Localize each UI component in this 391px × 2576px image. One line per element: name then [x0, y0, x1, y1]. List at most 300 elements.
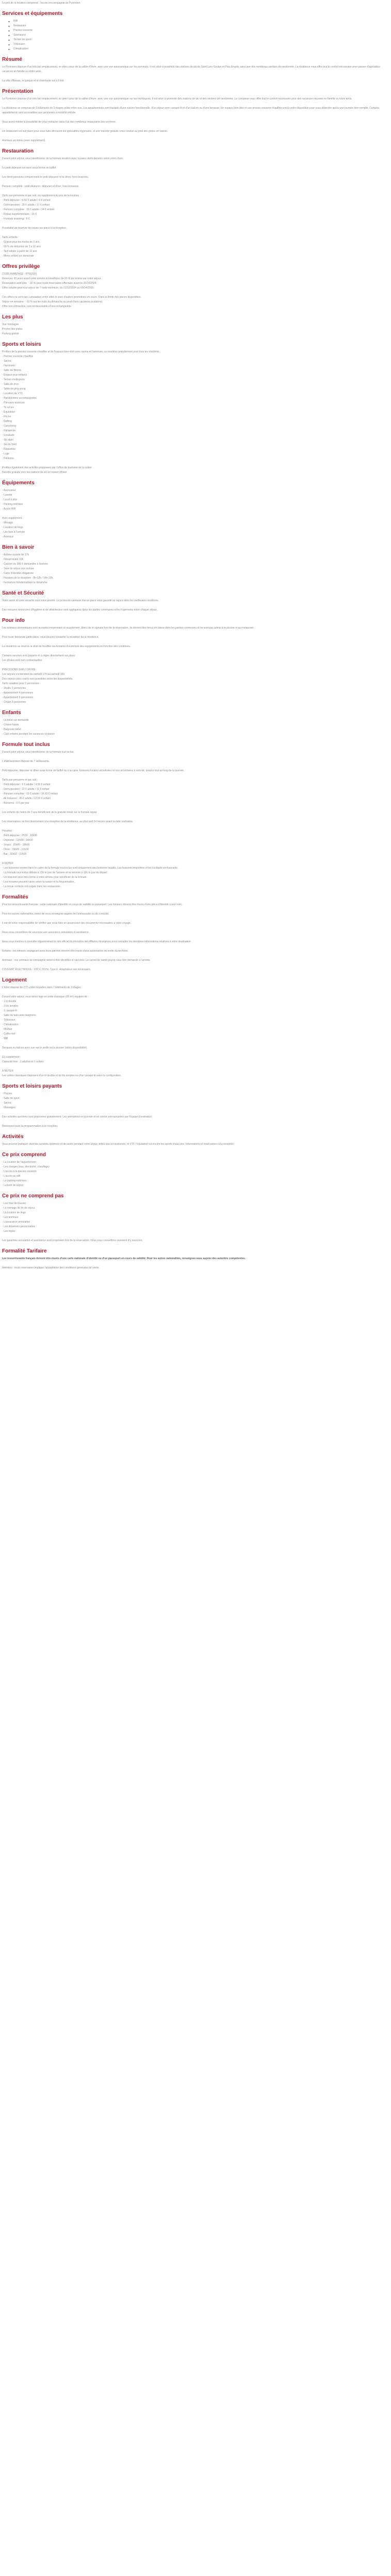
- price-text: Repas supplémentaire : 15 €: [4, 213, 37, 216]
- price-text: Petit-déjeuner : 7h30 - 10h00: [4, 834, 37, 837]
- item-text: Départ avant 10h: [4, 558, 24, 561]
- list-item: - Climatisation: [2, 1023, 19, 1026]
- item-text: Espace jeux enfants: [4, 374, 27, 377]
- list-item: - Carte d'identité obligatoire: [2, 572, 34, 575]
- list-item: - Les repas: [2, 1230, 15, 1233]
- paragraph: Horaires :: [2, 829, 13, 833]
- equipment-list: [2, 488, 384, 512]
- list-item: - Un bracelet vous sera remis à votre arrivée pour bénéficier de la formule.: [2, 876, 87, 879]
- item-text: Piscine couverte chauffée: [4, 355, 34, 358]
- list-item: - Le ménage de fin de séjour: [2, 1207, 35, 1210]
- item-text: Sauna: [4, 1101, 11, 1105]
- list-item: - Les frais de dossier: [2, 1202, 26, 1205]
- price-line: - Menu enfant sur demande: [2, 255, 34, 258]
- list-item: - Massages: [2, 1106, 15, 1109]
- promo-code: CODE AVANTAGE : PYR2025: [2, 273, 37, 276]
- list-item: - Coffre-fort: [2, 1032, 15, 1036]
- paragraph-bold: Les ressortissants français doivent être munis d'une carte nationale d'identité ou d'un passeport en cours de validité. Pour les autres nationalités, renseignez-vous auprès des autorités compétentes.: [2, 1257, 246, 1260]
- list-item: - Les horaires peuvent varier selon la saison et la fréquentation.: [2, 880, 75, 884]
- kids-list: [2, 718, 384, 737]
- item-text: 1 lit double: [4, 1000, 17, 1003]
- price-text: 50 % de réduction de 3 à 11 ans: [4, 245, 41, 248]
- item-text: Raquettes: [4, 448, 15, 451]
- resume-title: Résumé: [2, 57, 22, 62]
- item-text: Équitation: [4, 411, 15, 414]
- price-list: [2, 783, 384, 806]
- list-item: - Le parking extérieur: [2, 1179, 27, 1182]
- item-text: Les animaux: [4, 1216, 19, 1219]
- price-line: - Pension complète : 33 € adulte / 16,50 € enfant: [2, 792, 58, 795]
- list-item: - Horaires de la réception : 8h-12h / 14h-19h: [2, 577, 53, 580]
- unit-list: [2, 686, 384, 705]
- list-item: - Animaux: [2, 535, 14, 538]
- price-line: - Pension complète : 39 € adulte / 24 € enfant: [2, 208, 54, 211]
- item-text: Club enfants pendant les vacances scolaires: [4, 733, 55, 736]
- list-item: - Location de linge: [2, 526, 23, 529]
- price-line: - Petit-déjeuner : 9 € adulte / 4,50 € enfant: [2, 783, 51, 786]
- list-item: - Sauna: [2, 1101, 11, 1105]
- item-text: Piscine: [4, 1092, 12, 1095]
- paragraph: Des mesures renforcées d'hygiène et de désinfection sont appliquées dans les parties communes et les logements entre chaque séjour.: [2, 608, 157, 612]
- paragraph: Le petit-déjeuner est servi sous forme de buffet.: [2, 166, 57, 170]
- item-text: Taxe de séjour non incluse: [3, 567, 35, 570]
- item-text: Salle de bain avec baignoire: [4, 1014, 36, 1017]
- paragraph: COUVERT ÉLECTRIQUE : 220 V, 50 Hz. Type E. Adaptateur non nécessaire.: [2, 968, 91, 971]
- list-item: - La tenue correcte est exigée dans les restaurants.: [2, 885, 61, 888]
- item-text: Arrivée à partir de 17h: [3, 553, 29, 556]
- item-text: Parking extérieur: [4, 503, 23, 506]
- list-item: - Ascenseur: [2, 489, 16, 492]
- activites-title: Activités: [2, 1134, 24, 1140]
- list-item: - Laverie: [2, 494, 12, 497]
- item-text: Les dépenses personnelles: [4, 1225, 35, 1228]
- paragraph: Réservation anticipée : -15 % pour toute réservation effectuée avant le 15/10/2024.: [2, 282, 97, 285]
- item-text: 1 canapé-lit: [4, 1009, 17, 1012]
- tarif-title: Formalité Tarifaire: [2, 1248, 47, 1254]
- feature-list: [2, 323, 384, 336]
- item-text: Salle de fitness: [4, 369, 21, 372]
- list-item: - Club enfants pendant les vacances scolaires: [2, 733, 55, 736]
- price-line: - Petit-déjeuner : 7h30 - 10h00: [2, 834, 37, 837]
- item-text: Minibar: [4, 1028, 12, 1031]
- list-item: - Chalet 8 personnes: [2, 701, 26, 704]
- item-text: Parcours aventure: [4, 401, 25, 404]
- services-list: [2, 19, 384, 52]
- list-item: - Appartement 6 personnes: [2, 696, 34, 699]
- list-item: Climatisation: [13, 47, 384, 52]
- list-item: Wifi: [13, 19, 384, 24]
- price-line: - All inclusive : 45 € adulte / 22,50 € enfant: [2, 797, 51, 800]
- list-item: - Chaise haute: [2, 723, 19, 726]
- item-text: Massages: [4, 1106, 15, 1109]
- list-item: - Parapente: [2, 429, 16, 432]
- item-text: Le parking extérieur: [4, 1179, 27, 1182]
- list-item: Spa/sauna: [13, 33, 384, 38]
- paragraph: Certains services sont payants et à régler directement sur place.: [2, 654, 76, 657]
- list-item: - Parking extérieur: [2, 503, 23, 506]
- paragraph: Nous vous conseillons de souscrire une assurance annulation et assistance.: [2, 931, 89, 934]
- list-item: - L'accès à la piscine couverte: [2, 1170, 37, 1173]
- list-item: - Sauna: [2, 360, 11, 363]
- item-text: Ménage: [4, 521, 13, 524]
- logement-title: Logement: [2, 977, 27, 983]
- list-item: - La location de linge: [2, 1211, 26, 1214]
- paragraph: La résidence se compose de 3 bâtiments de 3 étages reliés entre eux. Les appartements sont équipés d'une cuisine fonctionnelle, d'un séjour avec canapé-lit et d'un balcon ou d'une terrasse. Un espace bien-être et une piscine couverte chauffée sont à votre disposition pour vous détendre après une journée bien remplie. Certains appartements sont accessibles aux personnes à mobilité réduite.: [2, 107, 379, 114]
- item-text: Hammam: [4, 364, 15, 367]
- price-line: - Dîner : 19h00 - 21h30: [2, 848, 29, 851]
- paragraph: Animaux : vos animaux de compagnie doivent être identifiés et vaccinés. Le carnet de santé pourra vous être demandé à l'arrivée.: [2, 959, 151, 962]
- item-text: Appartement 6 personnes: [3, 696, 34, 699]
- price-text: Menu enfant sur demande: [4, 255, 34, 258]
- item-text: Les horaires peuvent varier selon la saison et la fréquentation.: [4, 880, 75, 884]
- item-text: Tir à l'arc: [3, 406, 14, 409]
- list-item: - La taxe de séjour: [2, 1184, 24, 1187]
- paragraph: Il est de votre responsabilité de vérifier que vous êtes en possession des documents nécessaires à votre voyage.: [2, 922, 132, 925]
- list-item: - La formule tout inclus débute à 12h le jour de l'arrivée et se termine à 12h le jour du départ.: [2, 871, 108, 874]
- list-item: Terrain de sport: [13, 38, 384, 42]
- paragraph: Tarifs par personne et par nuit, en supplément du prix de la location :: [2, 194, 81, 197]
- list-item: - Minibar: [2, 1028, 12, 1031]
- item-text: Canyoning: [4, 425, 16, 428]
- paragraph: L'hôtel dispose de 272 unités réparties dans 7 bâtiments de 3 étages.: [2, 986, 82, 989]
- paragraph: Navette gratuite vers les stations de ski en saison d'hiver.: [2, 471, 68, 474]
- item-text: Caution de 300 € demandée à l'arrivée: [4, 563, 48, 566]
- list-item: Piscine couverte: [13, 28, 384, 33]
- list-item: - Tir à l'arc: [2, 406, 14, 409]
- paragraph: Durant votre séjour, vous serez logé en unité classique (26 m²) équipée de :: [2, 995, 89, 998]
- paragraph: La ville d'Arreau, si typique et si charmante est à 6 km.: [2, 79, 65, 82]
- presentation-title: Présentation: [2, 89, 34, 94]
- price-text: Demi-pension : 22 € adulte / 11 € enfant: [4, 788, 50, 791]
- list-item: - Lit bébé sur demande: [2, 719, 29, 722]
- list-item: - Raquettes: [2, 448, 15, 451]
- paragraph: Avec supplément :: [2, 517, 24, 520]
- item-text: Sauna: [4, 360, 11, 363]
- included-list: [2, 1160, 384, 1188]
- paragraph: Pour toute demande particulière, vous pouvez contacter la réception de la résidence.: [2, 636, 99, 639]
- price-line: - Formule snacking : 8 €: [2, 217, 30, 221]
- list-item: Télévision: [13, 42, 384, 47]
- list-item: - Local à skis: [2, 498, 18, 501]
- paragraph: Le Pyrénéen dispose d'un très bel emplacement, en plein cœur de la vallée d'Aure, avec une vue panoramique sur les montagnes. Il est situé à proximité des stations de ski et des sentiers de randonnée. Le complexe vous offre tout le confort nécessaire pour des vacances réussies en famille ou entre amis.: [2, 97, 352, 100]
- item-text: Un bracelet vous sera remis à votre arrivée pour bénéficier de la formule.: [4, 876, 87, 879]
- formule-title: Formule tout inclus: [2, 742, 50, 748]
- paragraph: Retrouvez toute la programmation à la réception.: [2, 1125, 58, 1128]
- item-text: Lits faits à l'arrivée: [4, 531, 25, 534]
- list-item: - 1 lit double: [2, 1000, 17, 1003]
- list-item: Restaurant: [13, 24, 384, 28]
- sante-title: Santé et Sécurité: [2, 590, 44, 596]
- list-item: - La location de l'appartement: [2, 1161, 36, 1164]
- paragraph: Offre valable pour tout séjour de 7 nuits minimum, du 21/12/2024 au 05/04/2025.: [2, 286, 94, 290]
- price-text: Pension complète : 39 € adulte / 24 € enfant: [4, 208, 54, 211]
- item-text: Accès Wifi: [3, 507, 16, 511]
- paragraph: Pour les autres nationalités, merci de vous renseigner auprès de l'ambassade ou du consulat.: [2, 912, 109, 916]
- list-item: - Rafting: [2, 420, 12, 423]
- infos-title: Pour info: [2, 618, 25, 623]
- price-text: Bar : 10h00 - 23h00: [4, 853, 27, 856]
- paragraph: Enfants : les mineurs voyageant sans leurs parents doivent être munis d'une autorisation de sortie du territoire.: [2, 950, 128, 953]
- paragraph: L'établissement dispose de 7 restaurants.: [2, 760, 50, 763]
- list-item: - L'accès au wifi: [2, 1175, 21, 1178]
- list-item: - Escalade: [2, 434, 14, 437]
- item-text: Chaise haute: [4, 723, 19, 726]
- section-label: A NOTER: [2, 1070, 13, 1073]
- paragraph: Profitez de la piscine couverte chauffée et de l'espace bien-être avec sauna et hammam, accessibles gratuitement pour tous les résidents.: [2, 350, 160, 353]
- item-text: L'accès au wifi: [4, 1175, 21, 1178]
- price-text: All inclusive : 45 € adulte / 22,50 € enfant: [3, 797, 51, 800]
- list-item: - Luge: [2, 452, 10, 455]
- item-text: La location de l'appartement: [4, 1161, 36, 1164]
- list-item: - Ski de fond: [2, 443, 17, 446]
- price-text: Dîner : 19h00 - 21h30: [4, 848, 29, 851]
- list-item: - 2 lits simples: [2, 1005, 19, 1008]
- item-text: Le ménage de fin de séjour: [4, 1207, 35, 1210]
- paragraph: Les demi-pensions comprennent le petit-déjeuner et le dîner, hors boissons.: [2, 176, 89, 179]
- paragraph: La résidence se réserve le droit de modifier les horaires d'ouverture des équipements en fonction des conditions.: [2, 645, 131, 648]
- restauration-title: Restauration: [2, 148, 34, 154]
- paragraph: En supplément :: [2, 1056, 21, 1059]
- item-text: Lit bébé sur demande: [4, 719, 29, 722]
- price-list: [2, 240, 384, 259]
- list-item: - Location de VTT: [2, 392, 23, 395]
- info-list: [2, 553, 384, 585]
- paragraph: Les séjours s'entendent du samedi 17h au samedi 10h.: [2, 673, 66, 676]
- paragraph: Ces offres ne sont pas cumulables entre elles ni avec d'autres promotions en cours. Dans la limite des places disponibles.: [2, 296, 141, 299]
- list-item: Proche des pistes: [2, 328, 23, 331]
- list-item: - Télévision: [2, 1019, 15, 1022]
- list-item: - Les animaux: [2, 1216, 19, 1219]
- list-item: Vue montagne: [2, 323, 19, 326]
- paragraph: Petit-déjeuner, déjeuner et dîner sous forme de buffet ou à la carte, boissons locales alcoolisées et non alcoolisées à volonté, snacks tout au long de la journée.: [2, 769, 185, 772]
- item-text: Rafting: [4, 420, 12, 423]
- price-line: - Repas supplémentaire : 15 €: [2, 213, 37, 216]
- item-text: Ascenseur: [3, 489, 16, 492]
- paragraph: Un restaurant est sur place pour vous faire découvrir les spécialités régionales, et une navette gratuite vous conduit au pied des pistes en saison.: [2, 130, 168, 133]
- intro-text: Le prix de la location comprend : l'accès en compagnie au Pyrénéen.: [2, 2, 81, 5]
- item-text: Luge: [4, 452, 10, 455]
- list-item: - Patinoire: [2, 457, 14, 460]
- section-label: PRÉCISIONS SUR L'OFFRE: [2, 668, 36, 671]
- noncomprend-title: Ce prix ne comprend pas: [2, 1193, 64, 1199]
- comprend-title: Ce prix comprend: [2, 1152, 46, 1158]
- sports-paid-title: Sports et loisirs payants: [2, 1083, 62, 1089]
- list-item: - Espace jeux enfants: [2, 374, 27, 377]
- list-item: - Piscine: [2, 1092, 12, 1095]
- paragraph: Profitez également des activités proposées par l'office de tourisme de la vallée.: [2, 466, 92, 469]
- item-text: Wifi: [4, 1037, 8, 1040]
- item-text: Location de linge: [4, 526, 23, 529]
- item-text: L'assurance annulation: [4, 1221, 30, 1224]
- item-text: La formule tout inclus débute à 12h le jour de l'arrivée et se termine à 12h le jour du départ.: [4, 871, 108, 874]
- list-item: - Parcours aventure: [2, 401, 25, 404]
- list-item: - Randonnées accompagnées: [2, 397, 37, 400]
- paragraph: Les garanties annulation et assistance sont proposées lors de la réservation. Nous vous conseillons vivement d'y souscrire.: [2, 1239, 143, 1242]
- price-line: - Gratuit pour les moins de 3 ans: [2, 241, 40, 244]
- item-text: La taxe de séjour: [4, 1184, 24, 1187]
- item-text: Table de ping-pong: [3, 387, 26, 391]
- paragraph: Vous pourrez pratiquer diverses activités sportives et de loisirs pendant votre séjour, telles que la randonnée, le VTT, l'équitation ou encore les sports d'eau vive. Informations et réservations à la réception.: [2, 1143, 235, 1146]
- paragraph: Les unités classiques disposent d'un lit double et de lits simples ou d'un canapé-lit selon la configuration.: [2, 1074, 122, 1077]
- activity-list: [2, 354, 384, 461]
- price-text: Snack : 15h00 - 18h00: [4, 843, 30, 846]
- paragraph: Animaux acceptés (avec supplément).: [2, 139, 46, 142]
- list-item: - Pêche: [2, 415, 11, 418]
- price-text: Pension complète : 33 € adulte / 16,50 € enfant: [4, 792, 58, 795]
- list-item: Parking gratuit: [2, 332, 19, 335]
- paragraph: Pension complète : petit-déjeuner, déjeuner et dîner, hors boissons.: [2, 185, 79, 188]
- paragraph: Attention : toute réservation implique l'acceptation des conditions générales de vente.: [2, 1266, 100, 1269]
- paragraph: Vous aurez même la possibilité de vous restaurer dans l'un des nombreux restaurants des environs.: [2, 121, 117, 124]
- item-text: Terrain multisports: [3, 378, 25, 381]
- item-text: Carte d'identité obligatoire: [4, 572, 34, 575]
- paragraph: Durant votre séjour, vous bénéficierez de la formule location avec ou sans demi-pension selon votre choix.: [2, 157, 124, 160]
- price-text: Petit-déjeuner : 9 € adulte / 4,50 € enfant: [4, 783, 51, 786]
- paragraph: Possibilité de réserver les repas sur place à la réception.: [2, 227, 67, 230]
- paragraph: Terrasse ou balcon avec vue sur le jardin ou la piscine (selon disponibilité).: [2, 1046, 88, 1049]
- list-item: - Les boissons servies dans le cadre de la formule tout inclus sont uniquement des boissons locales. Les boissons importées et les cocktails sont payants.: [2, 867, 178, 870]
- list-item: - Ski alpin: [2, 438, 13, 442]
- item-text: Randonnées accompagnées: [4, 397, 37, 400]
- item-text: Climatisation: [4, 1023, 19, 1026]
- item-text: La tenue correcte est exigée dans les restaurants.: [4, 885, 61, 888]
- item-text: Les boissons servies dans le cadre de la formule tout inclus sont uniquement des boissons locales. Les boissons importées et les cocktails sont payants.: [4, 867, 178, 870]
- hours-list: [2, 834, 384, 857]
- list-item: - Table de ping-pong: [2, 387, 26, 391]
- paragraph: Tarifs valables pour 2 personnes :: [2, 682, 41, 685]
- list-item: - Caution de 300 € demandée à l'arrivée: [2, 563, 48, 566]
- item-text: Horaires de la réception : 8h-12h / 14h-19h: [4, 577, 53, 580]
- paragraph: Tarifs par personne et par nuit :: [2, 778, 38, 782]
- item-text: Les charges (eau, électricité, chauffage): [4, 1165, 50, 1168]
- price-line: - Boissons : 6 € par jour: [2, 802, 29, 805]
- item-text: Ski alpin: [4, 438, 13, 442]
- item-text: Baignoire bébé: [4, 728, 21, 731]
- item-text: Patinoire: [4, 457, 14, 460]
- item-text: Appartement 4 personnes: [3, 691, 34, 694]
- item-text: Chalet 8 personnes: [4, 701, 26, 704]
- paragraph: Durant votre séjour, vous bénéficierez de la formule tout inclus.: [2, 751, 74, 754]
- item-text: Studio 2 personnes: [4, 687, 26, 690]
- list-item: - Les dépenses personnelles: [2, 1225, 35, 1228]
- price-text: Gratuit pour les moins de 3 ans: [4, 241, 40, 244]
- list-item: - Équitation: [2, 411, 15, 414]
- list-item: - Salle de fitness: [2, 369, 21, 372]
- list-item: - Wifi: [2, 1037, 8, 1040]
- price-line: - 50 % de réduction de 3 à 11 ans: [2, 245, 41, 248]
- list-item: - Départ avant 10h: [2, 558, 24, 561]
- list-item: - Les charges (eau, électricité, chauffage): [2, 1165, 50, 1168]
- list-item: - Ménage: [2, 521, 13, 524]
- list-item: - Arrivée à partir de 17h: [2, 553, 29, 556]
- paragraph: Nous vous invitons à consulter régulièrement le site officiel du ministère des Affaires étrangères pour connaître les dernières informations relatives à votre destination.: [2, 940, 191, 943]
- paragraph: Les enfants de moins de 3 ans bénéficient de la gratuité totale sur la formule repas.: [2, 811, 97, 814]
- list-item: - Piscine couverte chauffée: [2, 355, 34, 358]
- paragraph: Votre santé et votre sécurité sont notre priorité. Le protocole sanitaire mis en place vous garantit un séjour dans les meilleures conditions.: [2, 599, 159, 602]
- price-text: Formule snacking : 8 €: [4, 217, 30, 221]
- bienavoir-title: Bien à savoir: [2, 545, 35, 550]
- list-item: - L'assurance annulation: [2, 1221, 30, 1224]
- price-text: Petit-déjeuner : 9,50 € adulte / 6 € enfant: [4, 199, 51, 202]
- price-line: - Bar : 10h00 - 23h00: [2, 853, 27, 856]
- enfants-title: Enfants: [2, 710, 21, 716]
- price-text: Demi-pension : 28 € adulte / 17 € enfant: [4, 204, 50, 207]
- item-text: Laverie: [4, 494, 12, 497]
- paragraph: Des séjours plus courts sont possibles selon les disponibilités.: [2, 677, 73, 681]
- item-text: Salle de jeux: [4, 383, 19, 386]
- item-text: Coffre-fort: [4, 1032, 15, 1036]
- paragraph: Les photos sont non contractuelles.: [2, 659, 43, 662]
- item-text: Télévision: [3, 1019, 15, 1022]
- item-text: L'accès à la piscine couverte: [4, 1170, 37, 1173]
- price-text: Tarif adulte à partir de 12 ans: [3, 250, 37, 253]
- price-line: - Demi-pension : 28 € adulte / 17 € enfant: [2, 204, 50, 207]
- price-text: Boissons : 6 € par jour: [4, 802, 29, 805]
- item-text: Escalade: [4, 434, 14, 437]
- room-list: [2, 999, 384, 1041]
- formalites-title: Formalités: [2, 894, 28, 900]
- item-text: La location de linge: [4, 1211, 26, 1214]
- paid-list: [2, 1092, 384, 1110]
- price-line: - Demi-pension : 22 € adulte / 11 € enfant: [2, 788, 50, 791]
- paragraph: Tarifs enfants :: [2, 236, 19, 239]
- section-label: A NOTER: [2, 862, 13, 865]
- price-list: [2, 198, 384, 222]
- price-line: - Tarif adulte à partir de 12 ans: [2, 250, 37, 253]
- price-line: - Petit-déjeuner : 9,50 € adulte / 6 € enfant: [2, 199, 51, 202]
- price-line: - Déjeuner : 12h00 - 14h00: [2, 839, 33, 842]
- sports-title: Sports et loisirs: [2, 342, 41, 347]
- list-item: - Studio 2 personnes: [2, 687, 26, 690]
- list-item: - Hammam: [2, 364, 15, 367]
- paragraph: Des activités sportives sont proposées gratuitement. Les animations en journée et en soirée sont assurées par l'équipe d'animation.: [2, 1115, 153, 1118]
- item-text: Salle de sport: [4, 1097, 20, 1100]
- equipment-extra-list: [2, 521, 384, 539]
- list-item: - Lits faits à l'arrivée: [2, 531, 25, 534]
- list-item: - Baignoire bébé: [2, 728, 21, 731]
- item-text: Local à skis: [4, 498, 18, 501]
- excluded-list: [2, 1201, 384, 1234]
- paragraph: Pour les ressortissants français : carte nationale d'identité en cours de validité ou passeport. Les mineurs doivent être munis d'une pièce d'identité à leur nom.: [2, 903, 183, 906]
- item-text: Les repas: [4, 1230, 15, 1233]
- paragraph: Capacité max : 3 adultes et 1 enfant.: [2, 1060, 44, 1063]
- item-text: Location de VTT: [4, 392, 23, 395]
- item-text: Parapente: [4, 429, 16, 432]
- item-text: Ski de fond: [4, 443, 17, 446]
- list-item: - Appartement 4 personnes: [2, 691, 34, 694]
- item-text: Pêche: [4, 415, 11, 418]
- list-item: - Accès Wifi: [2, 507, 16, 511]
- offres-title: Offres privilège: [2, 264, 40, 269]
- item-text: 2 lits simples: [4, 1005, 19, 1008]
- paragraph: Les réservations se font directement à la réception de la résidence, au plus tard 24 heures avant la date souhaitée.: [2, 820, 134, 823]
- paragraph: Les animaux domestiques sont acceptés moyennant un supplément. Merci de le signaler lors de la réservation. Ils doivent être tenus en laisse dans les parties communes et ne sont pas admis à la piscine ni au restaurant.: [2, 626, 254, 630]
- paragraph: Offre non rétroactive, non remboursable et non échangeable.: [2, 305, 72, 308]
- equipements-title: Équipements: [2, 480, 35, 486]
- services-title: Services et équipements: [2, 11, 63, 16]
- list-item: - Taxe de séjour non incluse: [2, 567, 35, 570]
- acces-title: Les plus: [2, 314, 23, 320]
- item-text: Les frais de dossier: [4, 1202, 26, 1205]
- notes-list: [2, 866, 384, 889]
- list-item: - Salle de bain avec baignoire: [2, 1014, 36, 1017]
- list-item: - 1 canapé-lit: [2, 1009, 17, 1012]
- price-text: Déjeuner : 12h00 - 14h00: [4, 839, 33, 842]
- paragraph: Réservez 30 jours avant votre arrivée et bénéficiez de 10 % de remise sur votre séjour.: [2, 277, 102, 280]
- item-text: Fermeture hebdomadaire le dimanche: [4, 581, 47, 584]
- list-item: - Fermeture hebdomadaire le dimanche: [2, 581, 47, 584]
- item-text: Animaux: [3, 535, 14, 538]
